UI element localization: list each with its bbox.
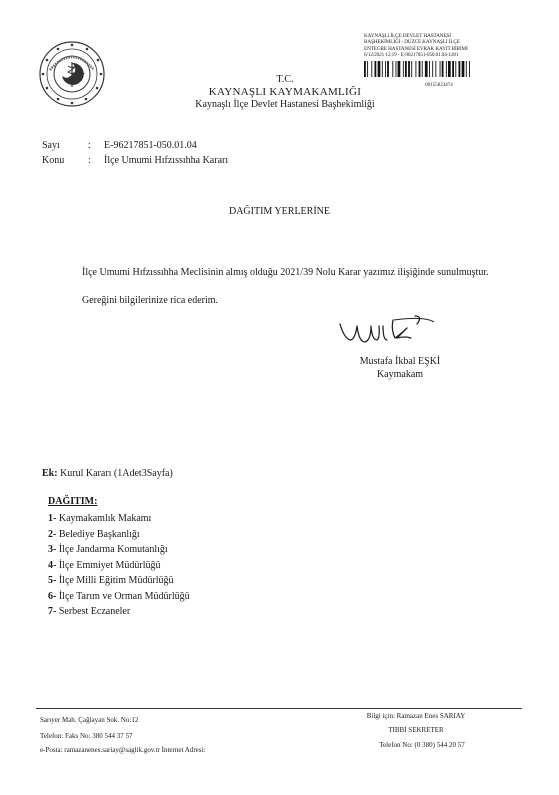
konu-label: Konu (42, 155, 65, 166)
list-item (48, 589, 190, 605)
item-number: 2- (48, 528, 57, 540)
konu-row (42, 155, 228, 166)
recipient-heading: DAĞITIM YERLERİNE (228, 206, 330, 217)
list-item (48, 511, 190, 527)
footer-divider (36, 708, 522, 709)
signature-image (334, 312, 454, 354)
distribution-list (48, 511, 190, 620)
colon: : (88, 155, 91, 166)
item-text: İlçe Milli Eğitim Müdürlüğü (58, 575, 174, 586)
footer-info-phone: Telefon No: (0 380) 544 20 57 (379, 741, 465, 749)
stamp-number: 00155823474 (425, 82, 453, 88)
list-item (48, 558, 190, 574)
item-number: 3- (48, 544, 57, 555)
body-paragraph: İlçe Umumi Hıfzıssıhha Meclisinin almış olduğu 2021/39 Nolu Karar yazımız ilişiğinde sunulmuştur. (82, 267, 489, 278)
list-item (48, 604, 190, 620)
stamp-line: BAŞHEKİMLİĞİ - DÜZCE KAYNAŞLI İLÇE (364, 39, 460, 46)
list-item (48, 527, 190, 543)
sayi-value: E-96217851-050.01.04 (104, 140, 197, 151)
item-text: Belediye Başkanlığı (58, 528, 140, 540)
footer-email: e-Posta: ramazanenes.sariay@saglik.gov.tr İnternet Adresi: (40, 746, 206, 754)
header-subtitle: Kaynaşlı İlçe Devlet Hastanesi Başhekimliği (195, 99, 375, 110)
colon: : (88, 140, 91, 151)
list-item (48, 573, 190, 589)
item-number: 6- (48, 590, 57, 602)
sayi-row (42, 140, 197, 151)
attachment-value: Kurul Kararı (1Adet3Sayfa) (60, 468, 173, 479)
item-number: 1- (48, 513, 57, 524)
ministry-seal-logo (38, 40, 106, 108)
distribution-title: DAĞITIM: (48, 496, 98, 507)
sayi-label: Sayı (42, 140, 60, 151)
item-text: İlçe Tarım ve Orman Müdürlüğü (58, 590, 190, 602)
item-number: 7- (48, 606, 57, 617)
item-text: Kaymakamlık Makamı (58, 513, 152, 524)
footer-info-contact: Bilgi için: Ramazan Enes SARIAY (366, 712, 466, 720)
signer-title: Kaymakam (376, 369, 424, 380)
footer-phone-fax: Telefon: Faks No: 380 544 37 57 (40, 732, 133, 740)
footer-info-title: TIBBİ SEKRETER (388, 726, 444, 734)
attachment-label: Ek: (42, 468, 58, 479)
attachment-line (42, 468, 173, 479)
signer-name: Mustafa İkbal EŞKİ (359, 356, 441, 367)
registry-stamp (364, 33, 524, 88)
item-text: Serbest Eczaneler (58, 606, 131, 617)
item-number: 5- (48, 575, 57, 586)
item-text: İlçe Emmiyet Müdürlüğü (58, 559, 161, 571)
header-title: KAYNAŞLI KAYMAKAMLIĞI (208, 86, 362, 98)
stamp-line: ENTEGRE HASTANESİ EVRAK KAYIT BİRİMİ (364, 45, 468, 52)
barcode (364, 61, 514, 77)
list-item (48, 542, 190, 558)
body-paragraph-closing: Gereğini bilgilerinize rica ederim. (82, 295, 219, 306)
stamp-line: 6/12/2021 12:19 - E-96217851-050.01.04-1281 (364, 52, 459, 59)
item-number: 4- (48, 559, 57, 571)
konu-value: İlçe Umumi Hıfzıssıhha Kararı (104, 155, 229, 166)
header-tc: T.C. (276, 74, 294, 85)
footer-address: Sarıyer Mah. Çağlayan Sok. No:12 (40, 716, 139, 724)
stamp-line: KAYNAŞLI İLÇE DEVLET HASTANESİ (364, 33, 451, 39)
item-text: İlçe Jandarma Komutanlığı (58, 544, 168, 555)
